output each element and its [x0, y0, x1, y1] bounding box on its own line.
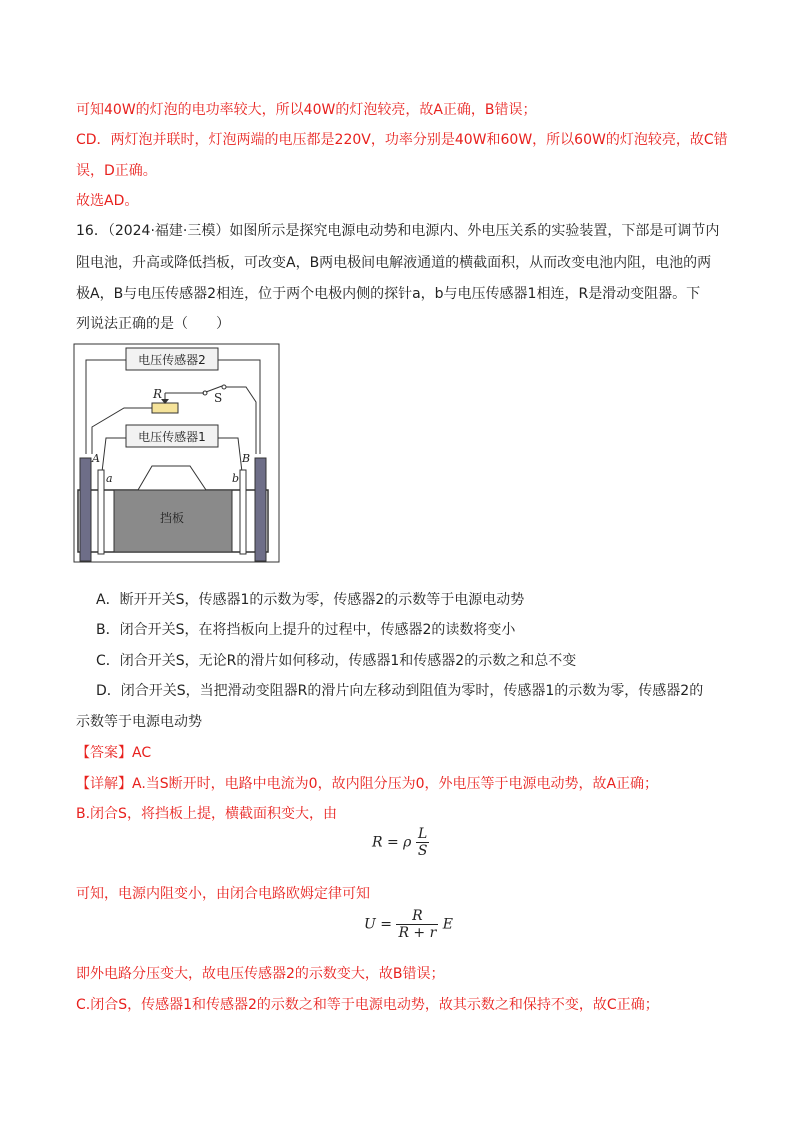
wire-sensor1-right — [218, 438, 242, 472]
formula-2-rhs: E — [442, 916, 453, 933]
switch-contact-right — [222, 385, 226, 389]
label-upper-a: A — [92, 452, 100, 465]
option-a: A．断开开关S，传感器1的示数为零，传感器2的示数等于电源电动势 — [96, 592, 525, 608]
formula-voltage — [364, 908, 453, 941]
explanation-line-4: 故选AD。 — [76, 193, 139, 209]
question-line-2: 阻电池，升高或降低挡板，可改变A，B两电极间电解液通道的横截面积，从而改变电池内阻，电池的两 — [76, 255, 712, 271]
r-label: R — [153, 387, 163, 401]
wire-sensor2-right — [218, 360, 260, 454]
formula-2-fraction — [396, 908, 438, 941]
formula-2-lhs: U = — [364, 916, 392, 933]
option-c: C．闭合开关S，无论R的滑片如何移动，传感器1和传感器2的示数之和总不变 — [96, 653, 577, 669]
sensor-1-label: 电压传感器1 — [138, 430, 206, 444]
formula-1-lhs: R = ρ — [372, 834, 412, 851]
sensor-2-label: 电压传感器2 — [138, 353, 206, 367]
formula-1-numerator: L — [416, 826, 430, 843]
formula-1-fraction — [416, 826, 430, 859]
question-line-3: 极A，B与电压传感器2相连，位于两个电极内侧的探针a，b与电压传感器1相连，R是滑动变阻器。下 — [76, 286, 701, 302]
detail-line-5: C.闭合S，传感器1和传感器2的示数之和等于电源电动势，故其示数之和保持不变，故C正确； — [76, 997, 659, 1013]
formula-2-denominator: R + r — [398, 925, 437, 941]
detail-line-1: 【详解】A.当S断开时，电路中电流为0，故内阻分压为0，外电压等于电源电动势，故A正确； — [76, 776, 659, 792]
s-label: S — [214, 391, 223, 405]
option-d-line-2: 示数等于电源电动势 — [76, 714, 202, 730]
wire-switch-right — [226, 387, 256, 454]
probe-b — [240, 470, 246, 554]
question-line-4: 列说法正确的是（ ） — [76, 316, 230, 332]
electrode-a — [80, 458, 91, 561]
probe-a — [98, 470, 104, 554]
circuit-diagram — [72, 342, 282, 567]
label-lower-a: a — [106, 472, 113, 485]
detail-line-4: 即外电路分压变大，故电压传感器2的示数变大，故B错误； — [76, 966, 445, 982]
label-lower-b: b — [232, 472, 240, 485]
formula-2-numerator: R — [396, 908, 438, 925]
explanation-line-2: CD．两灯泡并联时，灯泡两端的电压都是220V，功率分别是40W和60W，所以60W的灯泡较亮，故C错 — [76, 132, 728, 148]
baffle-top — [138, 466, 206, 490]
baffle-label: 挡板 — [159, 511, 185, 525]
formula-resistance — [372, 826, 429, 859]
rheostat-r — [152, 403, 178, 413]
explanation-line-1: 可知40W的灯泡的电功率较大，所以40W的灯泡较亮，故A正确，B错误； — [76, 102, 537, 118]
detail-line-3: 可知，电源内阻变小，由闭合电路欧姆定律可知 — [76, 886, 370, 902]
explanation-line-3: 误，D正确。 — [76, 163, 157, 179]
question-line-1: 16．（2024·福建·三模）如图所示是探究电源电动势和电源内、外电压关系的实验装置，下部是可调节内 — [76, 223, 720, 239]
option-b: B．闭合开关S，在将挡板向上提升的过程中，传感器2的读数将变小 — [96, 622, 516, 638]
formula-1-denominator: S — [417, 843, 428, 859]
wire-sensor1-left — [102, 438, 126, 472]
option-d-line-1: D．闭合开关S，当把滑动变阻器R的滑片向左移动到阻值为零时，传感器1的示数为零，传感器2的 — [96, 683, 704, 699]
answer-label: 【答案】AC — [76, 745, 152, 761]
electrode-b — [255, 458, 266, 561]
detail-line-2: B.闭合S，将挡板上提，横截面积变大，由 — [76, 806, 337, 822]
label-upper-b: B — [242, 452, 251, 465]
